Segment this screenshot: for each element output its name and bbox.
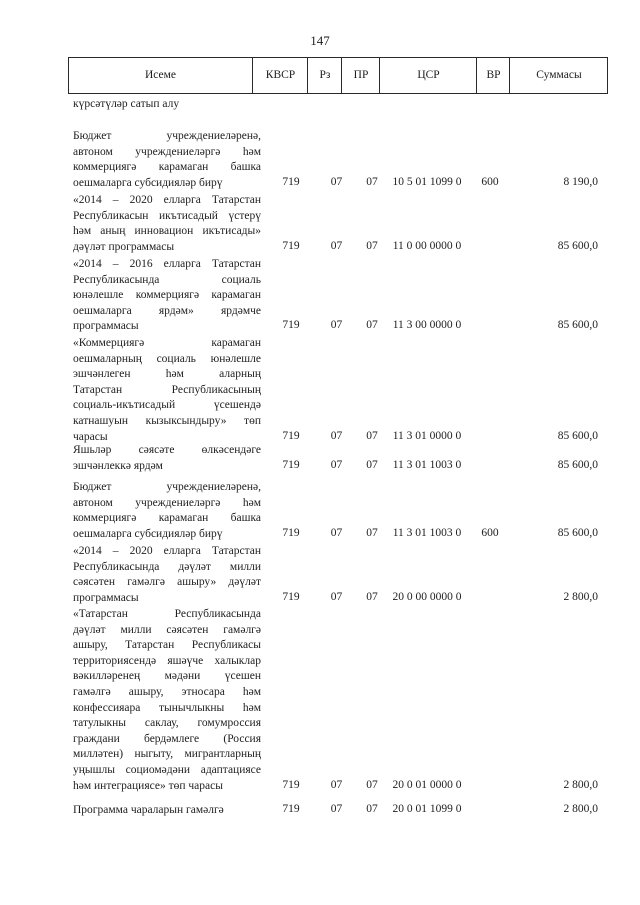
cell-sum: 2 800,0 bbox=[563, 778, 598, 791]
cell-csr: 11 0 00 0000 0 bbox=[392, 239, 462, 252]
name-line: һәм аның инновацион икътисады» bbox=[73, 225, 261, 238]
name-line: гамәлгә ашыру, этносара һәм bbox=[73, 685, 261, 698]
cell-pr: 07 bbox=[366, 778, 378, 791]
header-vr: ВР bbox=[476, 58, 510, 93]
cell-pr: 07 bbox=[366, 319, 378, 332]
name-line: «2014 – 2016 елларга Татарстан bbox=[73, 258, 261, 270]
cell-vr: 600 bbox=[481, 526, 499, 539]
cell-rz: 07 bbox=[330, 803, 343, 815]
name-line: оешмаларга ярдәм» ярдәмче bbox=[73, 304, 261, 317]
name-line: Республикасында дәүләт милли bbox=[73, 560, 261, 573]
name-line: Республикасын икътисадый үстерү bbox=[73, 209, 261, 222]
table-header bbox=[68, 57, 608, 94]
row-5-name bbox=[73, 443, 261, 474]
name-line: коммерциягә карамаган башка bbox=[73, 161, 261, 174]
page-number: 147 bbox=[310, 33, 330, 48]
name-line: дәүләт милли сәясәтен гамәлгә bbox=[73, 623, 261, 636]
cell-pr: 07 bbox=[366, 429, 378, 442]
cell-csr: 20 0 01 1099 0 bbox=[392, 803, 462, 815]
name-line: «Татарстан Республикасында bbox=[73, 608, 261, 620]
cell-csr: 11 3 01 1003 0 bbox=[392, 458, 462, 471]
name-line: программасы bbox=[73, 320, 139, 333]
cell-csr: 20 0 01 0000 0 bbox=[392, 778, 462, 791]
cell-rz: 07 bbox=[330, 458, 343, 471]
cell-csr: 11 3 01 0000 0 bbox=[392, 429, 462, 442]
row-2-name bbox=[73, 193, 261, 255]
name-line: Республикасында социаль bbox=[73, 273, 261, 286]
cell-sum: 85 600,0 bbox=[557, 319, 598, 332]
cell-rz: 07 bbox=[330, 175, 343, 188]
name-line: һәм интеграциясе» төп чарасы bbox=[73, 779, 223, 792]
cell-rz: 07 bbox=[330, 239, 343, 252]
cell-rz: 07 bbox=[330, 778, 343, 791]
cell-pr: 07 bbox=[366, 526, 378, 539]
cell-sum: 85 600,0 bbox=[557, 429, 598, 442]
cell-sum: 85 600,0 bbox=[557, 239, 598, 252]
name-line: сәясәтен гамәлгә ашыру» дәүләт bbox=[73, 576, 261, 589]
cell-rz: 07 bbox=[330, 429, 343, 442]
cell-kvsr: 719 bbox=[282, 175, 300, 188]
header-sum: Суммасы bbox=[509, 58, 608, 93]
cell-kvsr: 719 bbox=[282, 778, 300, 791]
name-line: оешмаларга субсидияләр бирү bbox=[73, 527, 223, 540]
name-line: граждани бердәмлеге (Россия bbox=[73, 732, 261, 745]
cell-csr: 11 3 01 1003 0 bbox=[392, 526, 462, 539]
row-4-name bbox=[73, 336, 261, 445]
name-line: «2014 – 2020 елларга Татарстан bbox=[73, 194, 261, 206]
header-pr: ПР bbox=[341, 58, 380, 93]
cell-rz: 07 bbox=[330, 526, 343, 539]
cell-pr: 07 bbox=[366, 175, 378, 188]
cell-kvsr: 719 bbox=[282, 319, 300, 332]
cell-pr: 07 bbox=[366, 803, 378, 815]
name-line: милләтен) ныгыту, мигрантларның bbox=[73, 748, 261, 761]
cell-sum: 85 600,0 bbox=[557, 526, 598, 539]
name-line: татулыкны саклау, гомумроссия bbox=[73, 717, 261, 730]
row-3-name bbox=[73, 257, 261, 335]
cell-csr: 11 3 00 0000 0 bbox=[392, 319, 462, 332]
name-line: территориясендә яшәүче халыклар bbox=[73, 654, 261, 667]
continuation-text: күрсәтүләр сатып алу bbox=[73, 98, 180, 110]
name-line: Бюджет учреждениеләренә, bbox=[73, 130, 261, 142]
cell-kvsr: 719 bbox=[282, 526, 300, 539]
name-line: конфессияара тынычлыкны һәм bbox=[73, 701, 261, 714]
cell-sum: 2 800,0 bbox=[563, 590, 598, 603]
name-line: Татарстан Республикасының bbox=[73, 383, 261, 396]
name-line: уңышлы социомәдәни адаптациясе bbox=[73, 763, 261, 776]
name-line: вәкилләренең мәдәни үсешен bbox=[73, 670, 261, 683]
name-line: Программа чараларын гамәлгә bbox=[73, 804, 224, 816]
cell-kvsr: 719 bbox=[282, 590, 300, 603]
name-line: оешмаларның социаль юнәлешле bbox=[73, 352, 261, 365]
name-line: «Коммерциягә карамаган bbox=[73, 337, 261, 349]
name-line: катнашуын кызыксындыру» төп bbox=[73, 414, 261, 427]
name-line: юнәлешле коммерциягә карамаган bbox=[73, 289, 261, 302]
cell-csr: 10 5 01 1099 0 bbox=[392, 175, 462, 188]
name-line: автоном учреждениеләргә һәм bbox=[73, 496, 261, 509]
row-9-name bbox=[73, 803, 261, 819]
row-8-name bbox=[73, 607, 261, 794]
name-line: эшчәнлеккә ярдәм bbox=[73, 459, 163, 472]
name-line: коммерциягә карамаган башка bbox=[73, 512, 261, 525]
header-csr: ЦСР bbox=[379, 58, 477, 93]
cell-sum: 2 800,0 bbox=[563, 803, 598, 815]
name-line: Бюджет учреждениеләренә, bbox=[73, 481, 261, 493]
cell-sum: 8 190,0 bbox=[563, 175, 598, 188]
name-line: чарасы bbox=[73, 430, 108, 443]
cell-vr: 600 bbox=[481, 175, 499, 188]
cell-pr: 07 bbox=[366, 239, 378, 252]
cell-kvsr: 719 bbox=[282, 458, 300, 471]
header-name: Исеме bbox=[144, 69, 177, 81]
cell-pr: 07 bbox=[366, 590, 378, 603]
row-6-name bbox=[73, 480, 261, 542]
cell-pr: 07 bbox=[366, 458, 378, 471]
row-1-name bbox=[73, 129, 261, 191]
name-line: автоном учреждениеләргә һәм bbox=[73, 145, 261, 158]
header-kvsr: КВСР bbox=[252, 58, 308, 93]
cell-kvsr: 719 bbox=[282, 803, 300, 815]
name-line: «2014 – 2020 елларга Татарстан bbox=[73, 545, 261, 557]
name-line: Яшьләр сәясәте өлкәсендәге bbox=[73, 444, 261, 456]
row-7-name bbox=[73, 544, 261, 606]
name-line: дәүләт программасы bbox=[73, 240, 175, 253]
name-line: ашыру, Татарстан Республикасы bbox=[73, 639, 261, 652]
name-line: эшчәнлеген һәм аларның bbox=[73, 368, 261, 381]
name-line: оешмаларга субсидияләр бирү bbox=[73, 176, 223, 189]
cell-csr: 20 0 00 0000 0 bbox=[392, 590, 462, 603]
name-line: социаль-икътисадый үсешендә bbox=[73, 399, 261, 412]
cell-kvsr: 719 bbox=[282, 239, 300, 252]
header-rz: Рз bbox=[307, 58, 342, 93]
cell-sum: 85 600,0 bbox=[557, 458, 598, 471]
cell-rz: 07 bbox=[330, 590, 343, 603]
cell-kvsr: 719 bbox=[282, 429, 300, 442]
name-line: программасы bbox=[73, 591, 139, 604]
cell-rz: 07 bbox=[330, 319, 343, 332]
